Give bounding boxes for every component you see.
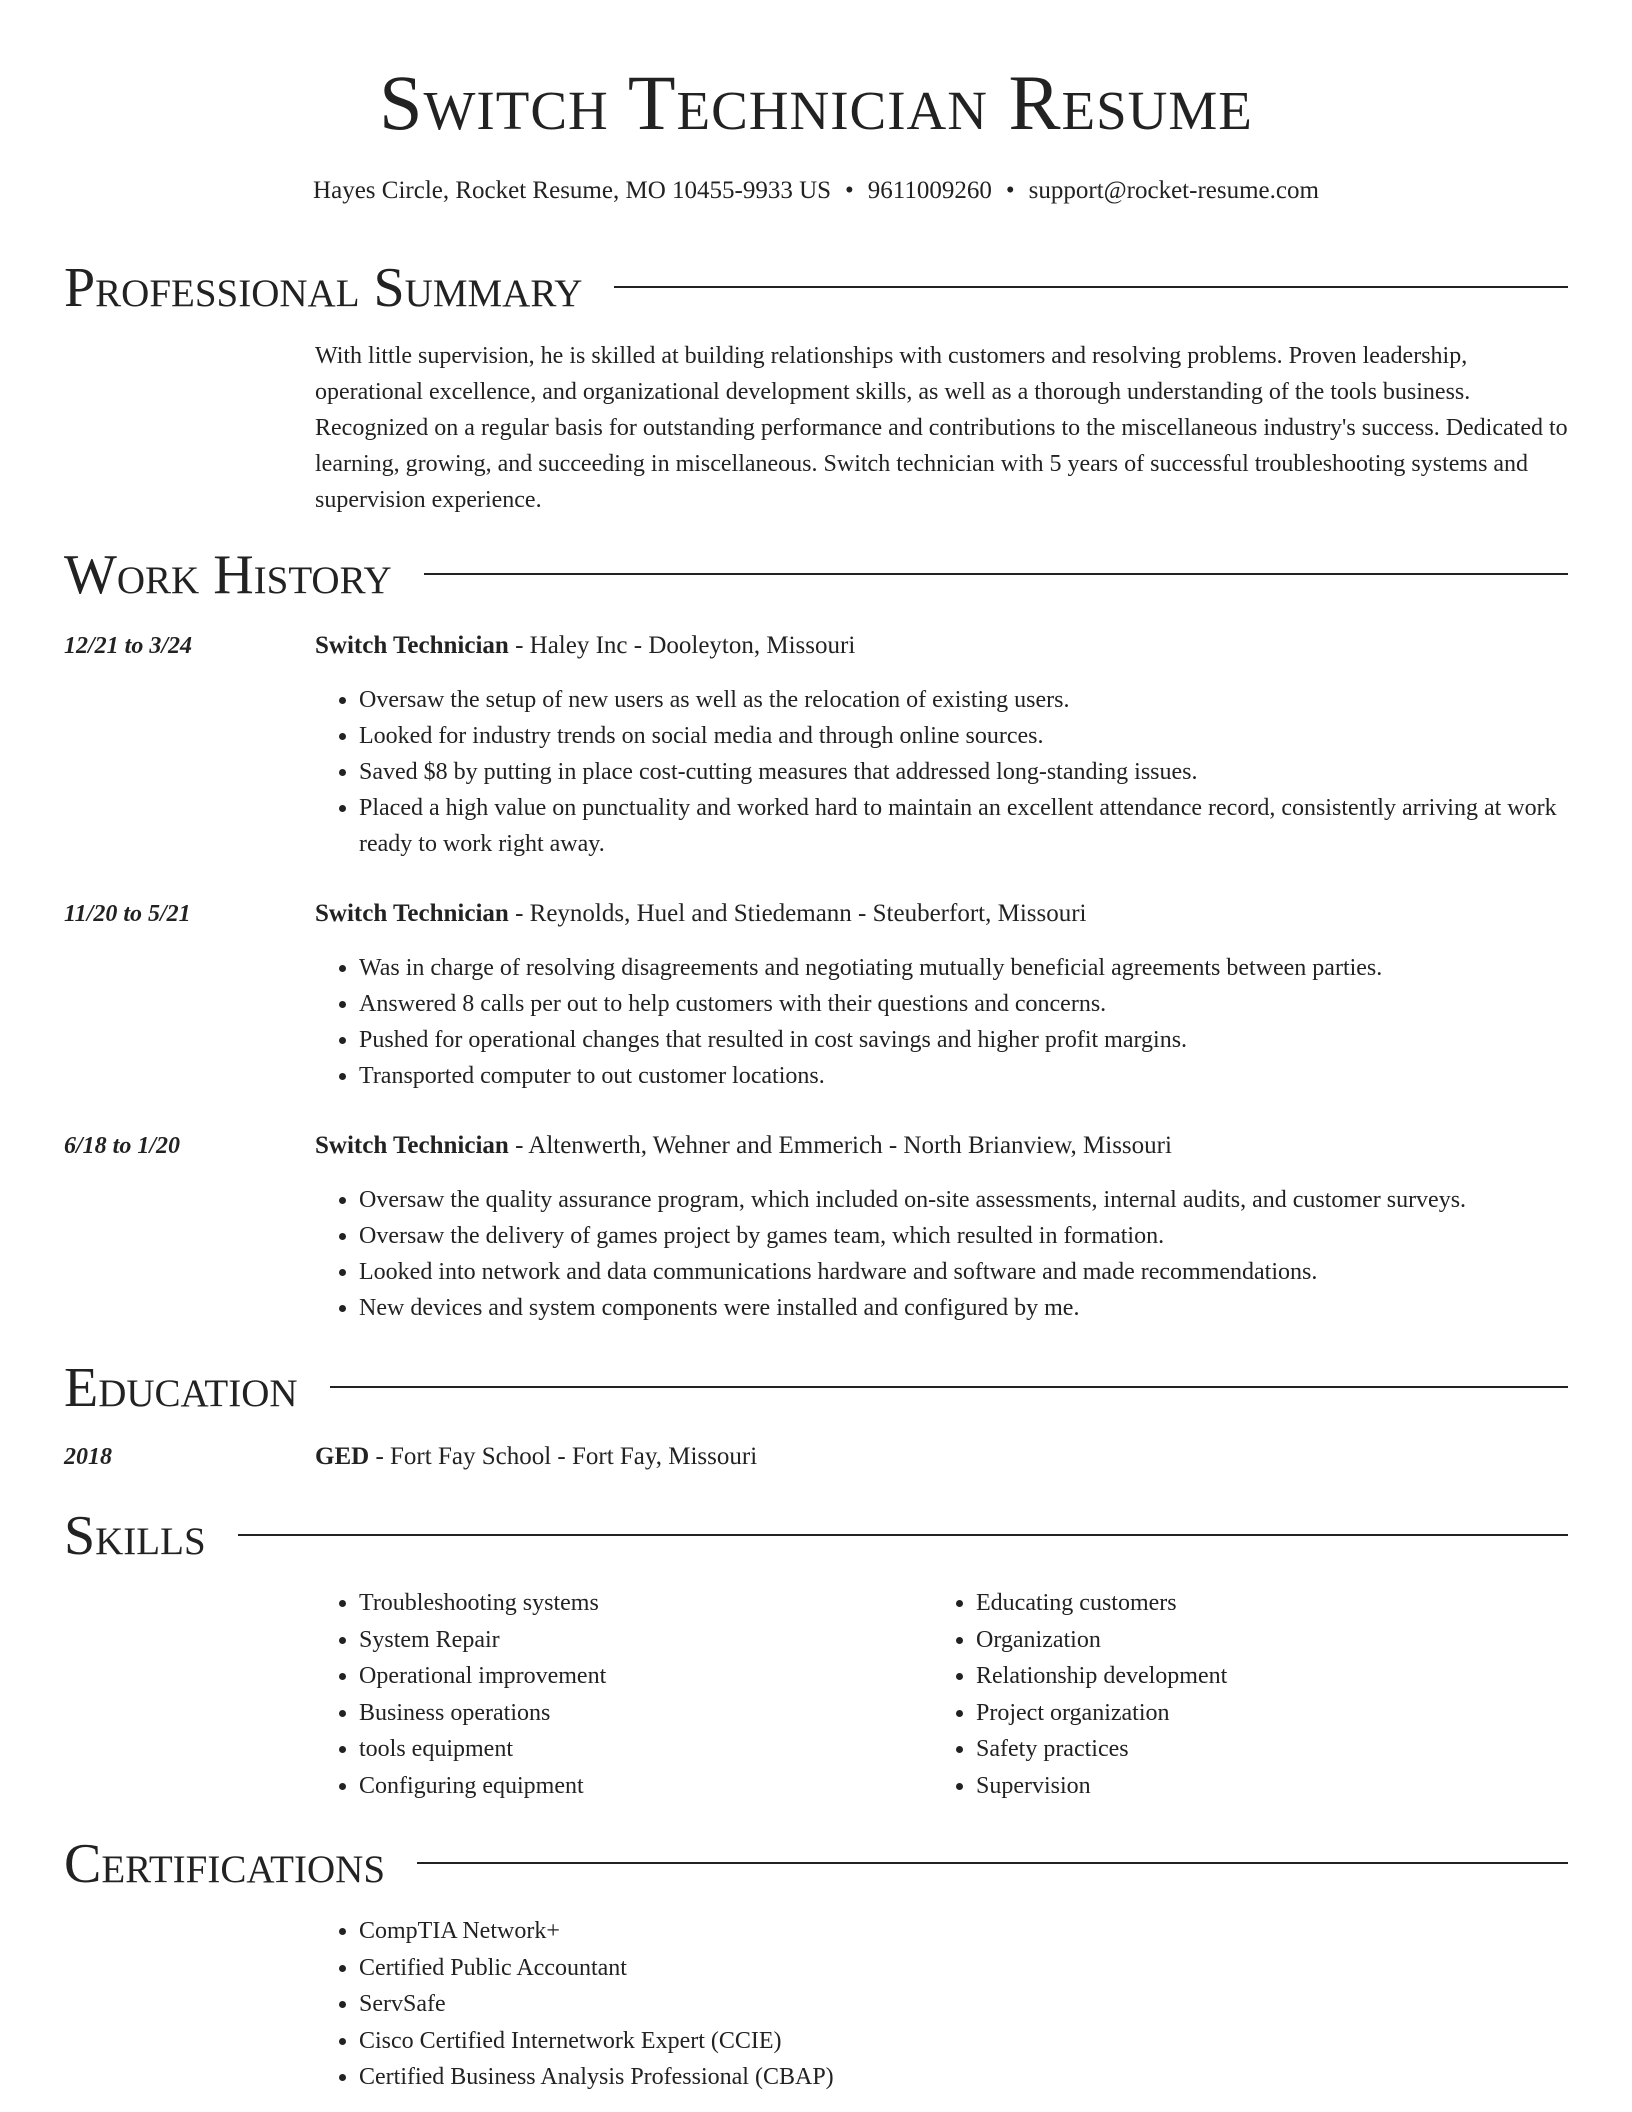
skill-item: • Configuring equipment xyxy=(359,1768,919,1805)
job-dates: 6/18 to 1/20 xyxy=(64,1133,181,1159)
job-bullets xyxy=(315,682,1568,862)
job-bullet: • Looked for industry trends on social media and through online sources. xyxy=(359,718,1568,754)
job-bullet: • Transported computer to out customer locations. xyxy=(359,1058,1568,1094)
job-bullet: • Looked into network and data communications hardware and software and made recommendations. xyxy=(359,1254,1568,1290)
contact-line xyxy=(0,176,1632,206)
job-bullet: • Oversaw the setup of new users as well as the relocation of existing users. xyxy=(359,682,1568,718)
skill-item: • Project organization xyxy=(976,1695,1536,1732)
job-details: - Reynolds, Huel and Stiedemann - Steuberfort, Missouri xyxy=(508,900,1087,927)
education-section-heading xyxy=(64,1356,1568,1420)
job-dates: 11/20 to 5/21 xyxy=(64,901,191,927)
education-degree: GED xyxy=(315,1443,370,1470)
skills-list-left xyxy=(315,1585,919,1804)
job-bullet: • Was in charge of resolving disagreements and negotiating mutually beneficial agreements between parties. xyxy=(359,950,1568,986)
skill-item: • Safety practices xyxy=(976,1731,1536,1768)
skill-item: • System Repair xyxy=(359,1622,919,1659)
contact-email: support@rocket-resume.com xyxy=(1028,177,1319,204)
summary-section-heading xyxy=(64,256,1568,320)
skills-list-right xyxy=(932,1585,1536,1804)
job-bullet: • New devices and system components were installed and configured by me. xyxy=(359,1290,1568,1326)
skills-section-heading xyxy=(64,1504,1568,1568)
skill-item: • Educating customers xyxy=(976,1585,1536,1622)
job-details: - Haley Inc - Dooleyton, Missouri xyxy=(508,632,856,659)
skill-item: • Relationship development xyxy=(976,1658,1536,1695)
section-divider xyxy=(330,1386,1568,1388)
job-details: - Altenwerth, Wehner and Emmerich - North Brianview, Missouri xyxy=(508,1132,1172,1159)
skill-item: • Troubleshooting systems xyxy=(359,1585,919,1622)
section-divider xyxy=(238,1534,1568,1536)
certification-item: • CompTIA Network+ xyxy=(359,1913,1559,1950)
section-divider xyxy=(417,1862,1568,1864)
skill-item: • Organization xyxy=(976,1622,1536,1659)
certification-item: • Certified Public Accountant xyxy=(359,1950,1559,1987)
job-bullet: • Oversaw the delivery of games project by games team, which resulted in formation. xyxy=(359,1218,1568,1254)
contact-address: Hayes Circle, Rocket Resume, MO 10455-9933 US xyxy=(313,177,832,204)
contact-phone: 9611009260 xyxy=(867,177,992,204)
job-dates: 12/21 to 3/24 xyxy=(64,633,193,659)
skill-item: • tools equipment xyxy=(359,1731,919,1768)
resume-title: Switch Technician Resume xyxy=(379,59,1253,146)
education-year: 2018 xyxy=(64,1444,112,1470)
certification-item: • Cisco Certified Internetwork Expert (CCIE) xyxy=(359,2023,1559,2060)
certifications-section-heading xyxy=(64,1832,1568,1896)
certification-item: • Certified Business Analysis Professional (CBAP) xyxy=(359,2059,1559,2096)
job-header xyxy=(315,1128,1172,1164)
job-bullet: • Oversaw the quality assurance program, which included on-site assessments, internal audits, and customer surveys. xyxy=(359,1182,1568,1218)
job-header xyxy=(315,896,1087,932)
job-bullet: • Answered 8 calls per out to help customers with their questions and concerns. xyxy=(359,986,1568,1022)
section-divider xyxy=(614,286,1568,288)
skill-item: • Supervision xyxy=(976,1768,1536,1805)
work-history-section-heading xyxy=(64,543,1568,607)
certifications-list xyxy=(315,1913,1559,2096)
summary-text: With little supervision, he is skilled at building relationships with customers and resolving problems. Proven leadership, operational excellence, and organizational development skills, as well as a thorough understanding of the tools business. Recognized on a regular basis for outstanding performance and contributions to the miscellaneous industry's success. Dedicated to learning, growing, and succeeding in miscellaneous. Switch technician with 5 years of successful troubleshooting systems and supervision experience. xyxy=(315,343,1568,513)
education-header xyxy=(315,1439,757,1475)
job-bullet: • Saved $8 by putting in place cost-cutting measures that addressed long-standing issues. xyxy=(359,754,1568,790)
skill-item: • Business operations xyxy=(359,1695,919,1732)
job-role: Switch Technician xyxy=(315,632,509,659)
section-title: Certifications xyxy=(64,1833,386,1895)
section-title: Education xyxy=(64,1357,298,1419)
section-divider xyxy=(424,573,1568,575)
job-role: Switch Technician xyxy=(315,900,509,927)
job-bullet: • Pushed for operational changes that resulted in cost savings and higher profit margins. xyxy=(359,1022,1568,1058)
section-title: Skills xyxy=(64,1505,206,1567)
job-bullets xyxy=(315,1182,1568,1326)
education-details: - Fort Fay School - Fort Fay, Missouri xyxy=(369,1443,758,1470)
job-role: Switch Technician xyxy=(315,1132,509,1159)
job-header xyxy=(315,628,855,664)
skill-item: • Operational improvement xyxy=(359,1658,919,1695)
job-bullets xyxy=(315,950,1568,1094)
section-title: Professional Summary xyxy=(64,257,583,319)
section-title: Work History xyxy=(64,544,392,606)
contact-separator: • xyxy=(1005,177,1015,204)
contact-separator: • xyxy=(845,177,854,204)
job-bullet: • Placed a high value on punctuality and worked hard to maintain an excellent attendance record, consistently arriving at work ready to work right away. xyxy=(359,790,1568,862)
certification-item: • ServSafe xyxy=(359,1986,1559,2023)
